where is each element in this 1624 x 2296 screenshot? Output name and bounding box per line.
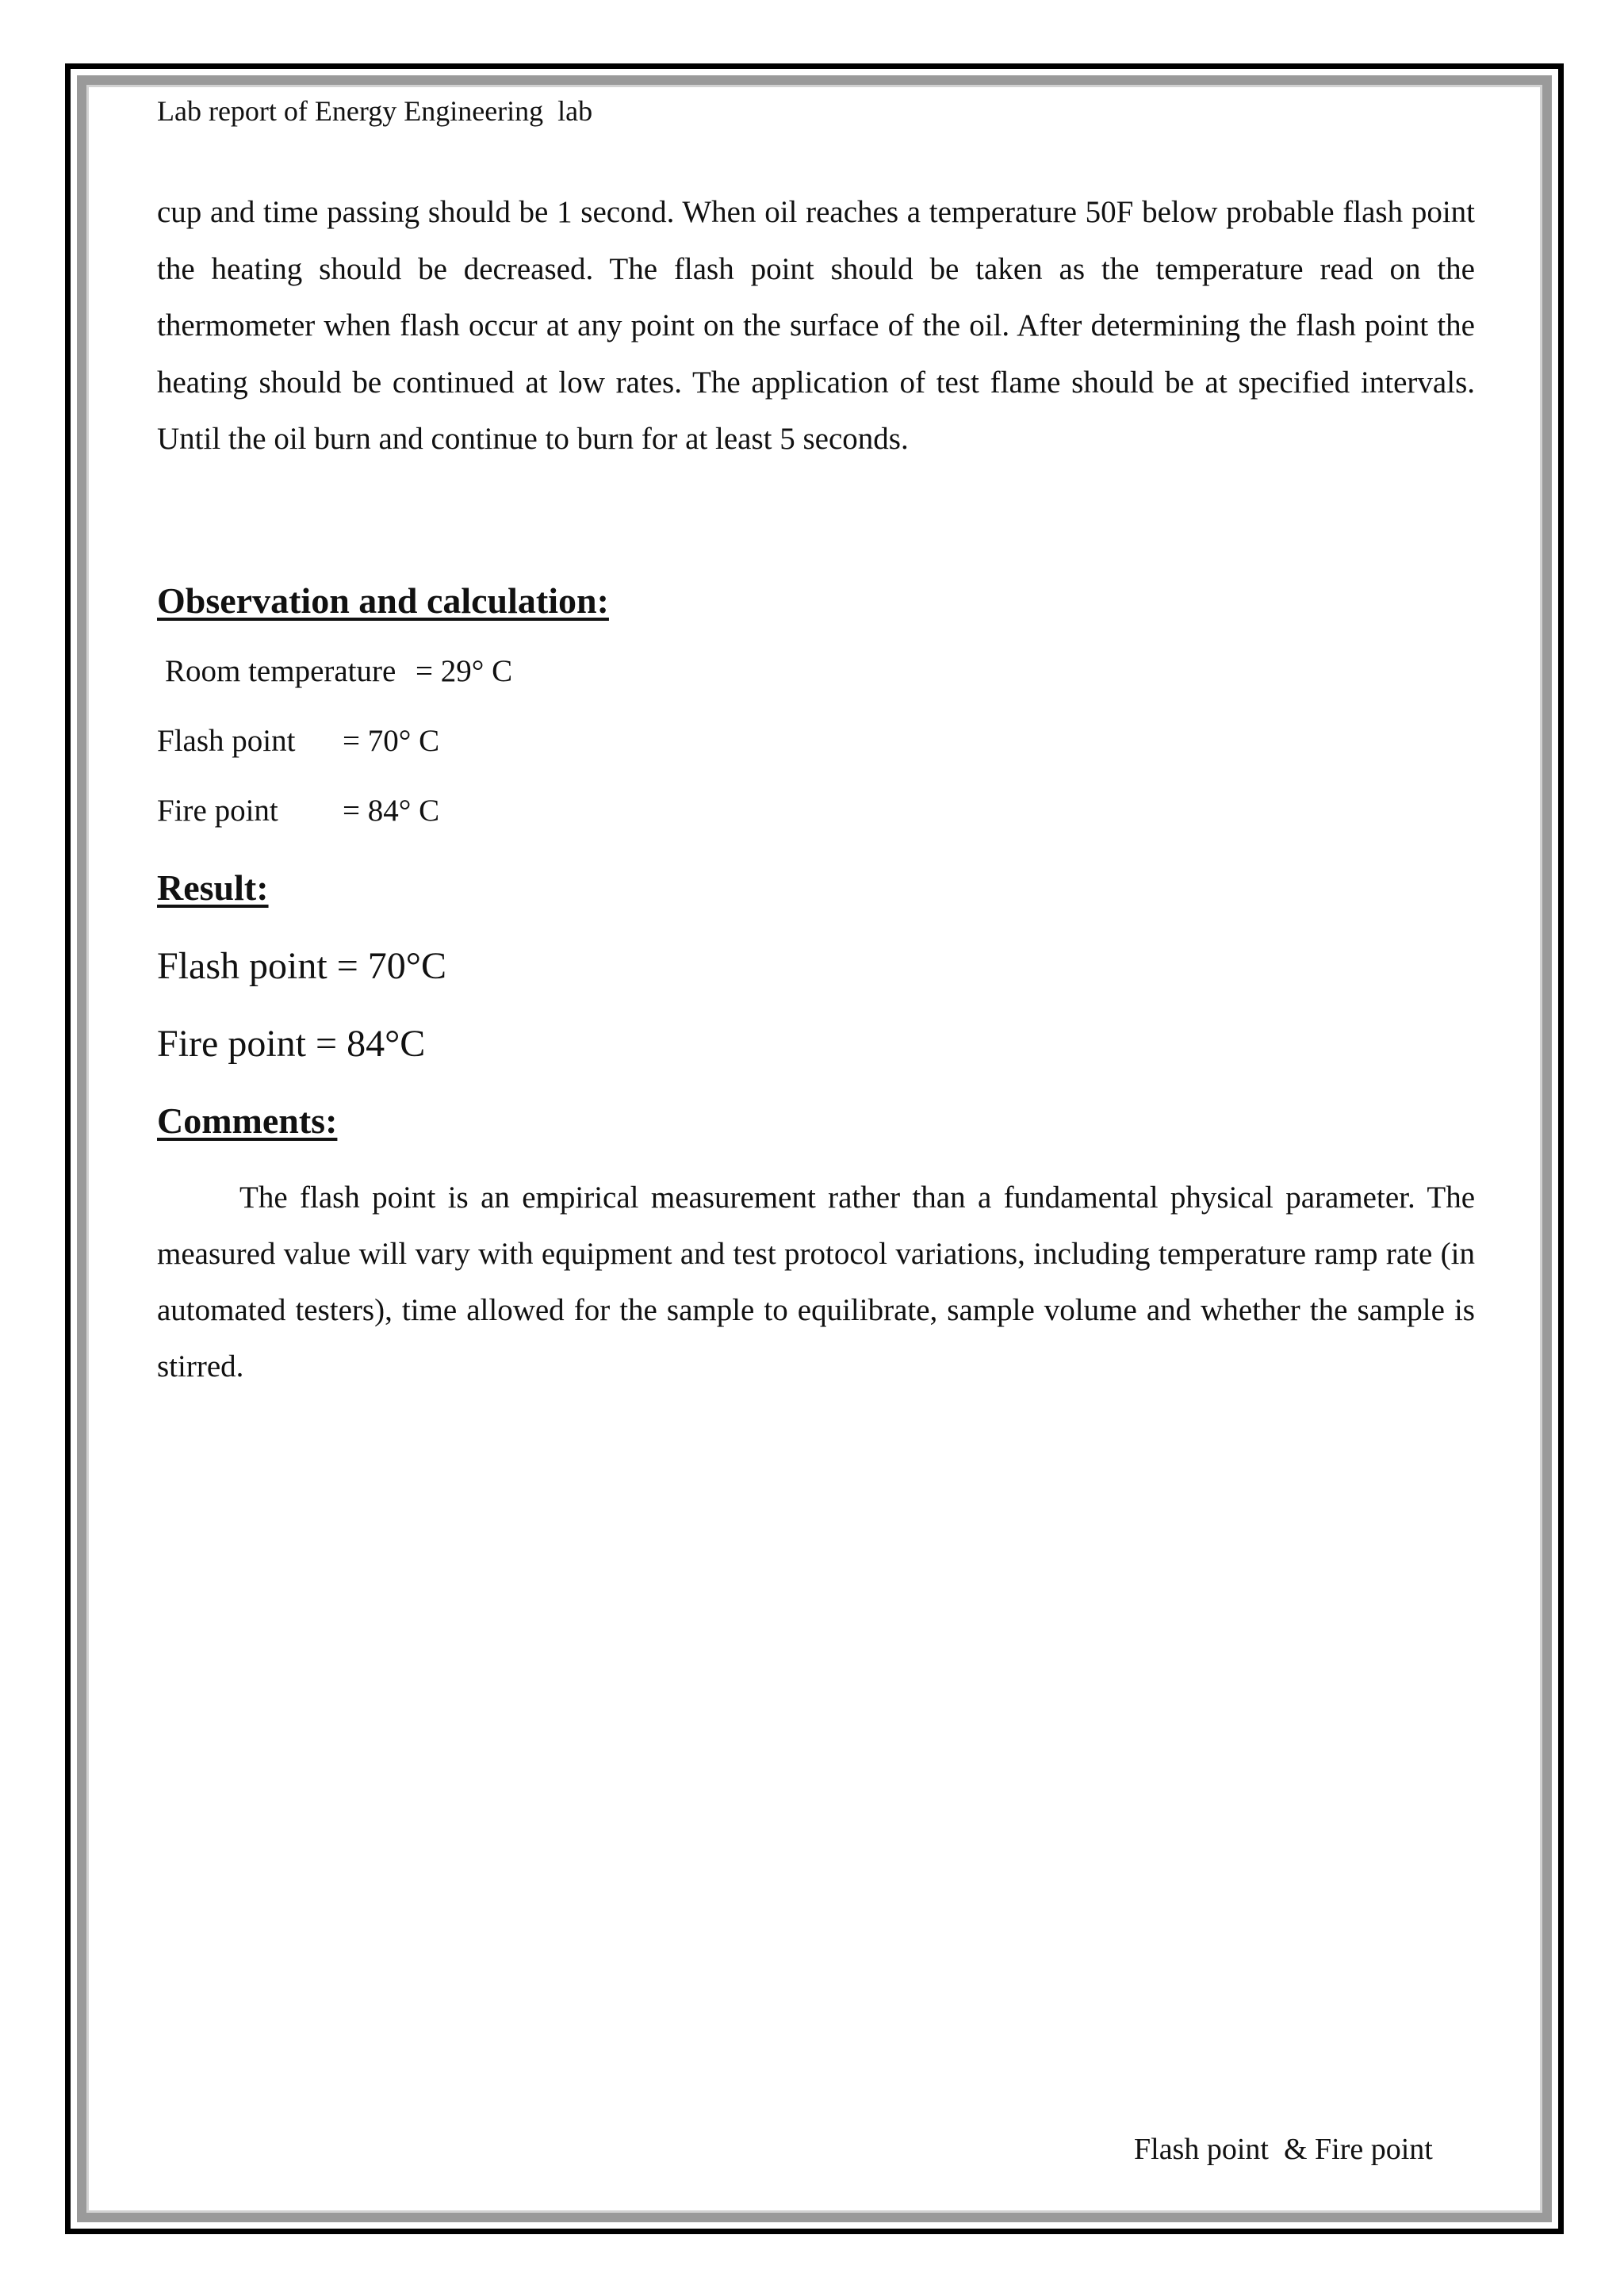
observation-heading: Observation and calculation: [157, 580, 609, 621]
flash-point-value: = 70° C [343, 724, 440, 758]
result-flash-point: Flash point = 70°C [157, 945, 446, 987]
result-fire-point: Fire point = 84°C [157, 1023, 426, 1065]
fire-point-value: = 84° C [343, 794, 440, 828]
comments-paragraph: The flash point is an empirical measurement rather than a fundamental physical parameter. The measured value will vary with equipment and test protocol variations, including temperature ramp rate (in automated testers), time allowed for the sample to equilibrate, sample volume and whether the sample is stirred. [157, 1181, 1475, 1383]
fire-point-label: Fire point [157, 794, 278, 828]
intro-paragraph: cup and time passing should be 1 second. When oil reaches a temperature 50F below probable flash point the heating should be decreased. The flash point should be taken as the temperature read on the thermometer when flash occur at any point on the surface of the oil. After determining the flash point the heating should be continued at low rates. The application of test flame should be at specified intervals. Until the oil burn and continue to burn for at least 5 seconds. [157, 195, 1475, 456]
room-temperature-value: = 29° C [416, 654, 513, 688]
room-temperature-row [157, 652, 513, 691]
flash-point-label: Flash point [157, 724, 296, 758]
page-footer: Flash point & Fire point [1134, 2133, 1433, 2166]
page-header: Lab report of Energy Engineering lab [157, 95, 593, 127]
flash-point-row [157, 721, 440, 761]
intro-section [157, 184, 1475, 468]
comments-heading: Comments: [157, 1100, 338, 1141]
result-heading: Result: [157, 867, 269, 908]
room-temperature-label: Room temperature [165, 654, 396, 688]
fire-point-row [157, 791, 440, 831]
